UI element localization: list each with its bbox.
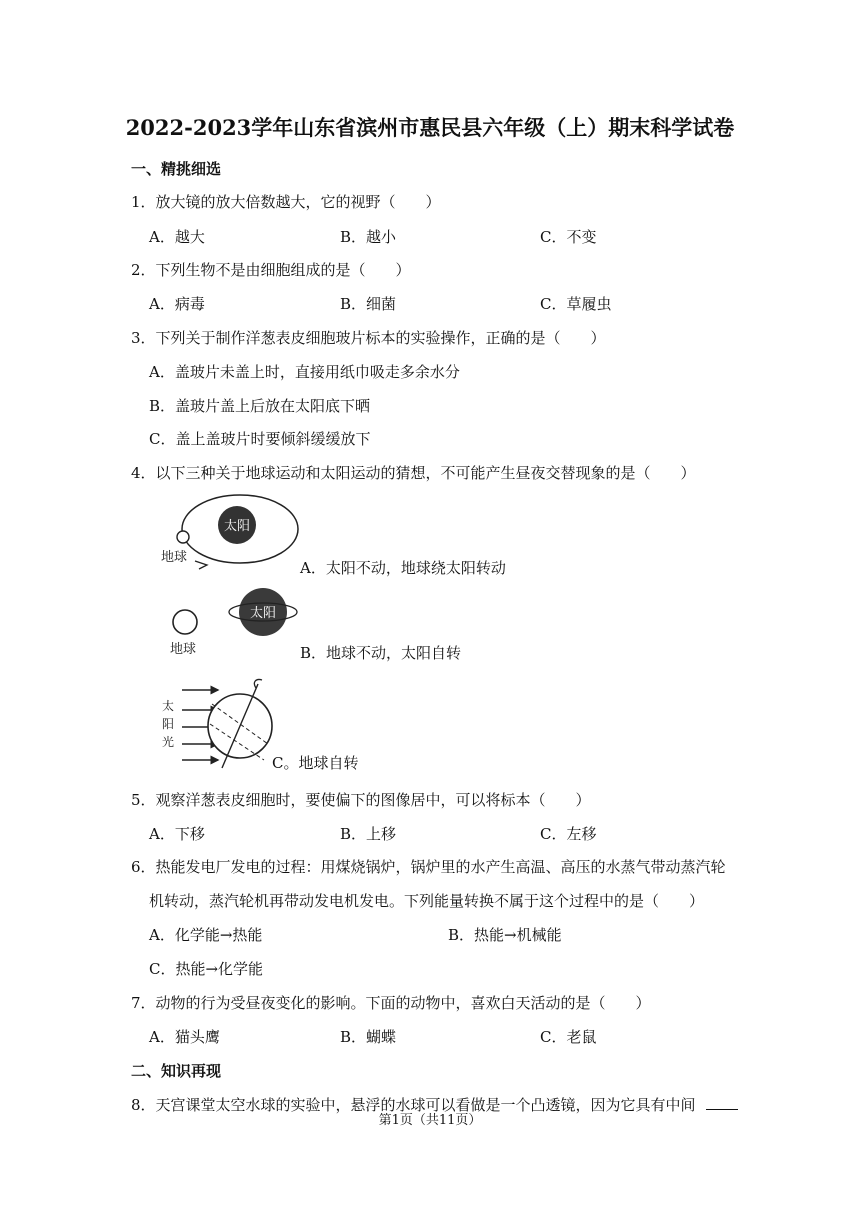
figure-sun-rotation	[160, 580, 310, 660]
question-6-line-2: 机转动，蒸汽轮机再带动发电机发电。下列能量转换不属于这个过程中的是（ ）	[149, 892, 705, 910]
q6-option-a: A．化学能→热能	[149, 926, 263, 944]
question-3: 3．下列关于制作洋葱表皮细胞玻片标本的实验操作，正确的是（ ）	[131, 329, 606, 347]
earth-label: 地球	[170, 642, 197, 657]
sunlight-label-2: 阳	[162, 717, 175, 731]
sun-label: 太阳	[223, 519, 251, 534]
q4-option-c: C。地球自转	[272, 754, 359, 772]
page-title: 2022-2023学年山东省滨州市惠民县六年级（上）期末科学试卷	[125, 115, 735, 140]
q3-option-a: A．盖玻片未盖上时，直接用纸巾吸走多余水分	[149, 363, 460, 381]
earth-icon	[173, 610, 197, 634]
q2-option-a: A．病毒	[149, 295, 205, 313]
q1-option-a: A．越大	[149, 228, 205, 246]
q1-option-c: C．不变	[540, 228, 597, 246]
q7-option-c: C．老鼠	[540, 1028, 597, 1046]
page-footer: 第1页（共11页）	[378, 1113, 482, 1128]
question-4: 4．以下三种关于地球运动和太阳运动的猜想，不可能产生昼夜交替现象的是（ ）	[131, 464, 696, 482]
question-2: 2．下列生物不是由细胞组成的是（ ）	[131, 261, 411, 279]
earth-icon	[177, 531, 189, 543]
earth-label: 地球	[161, 550, 188, 565]
q5-option-a: A．下移	[149, 825, 205, 843]
figure-earth-rotation	[160, 672, 280, 772]
question-8-text: 8．天宫课堂太空水球的实验中，悬浮的水球可以看做是一个凸透镜，因为它具有中间	[131, 1096, 696, 1114]
sun-label: 太阳	[249, 606, 277, 621]
section-heading-2: 二、知识再现	[131, 1062, 222, 1080]
q7-option-b: B．蝴蝶	[340, 1028, 397, 1046]
section-heading-1: 一、精挑细选	[131, 160, 222, 178]
q4-option-b: B．地球不动，太阳自转	[300, 644, 462, 662]
q2-option-b: B．细菌	[340, 295, 397, 313]
sunlight-label-1: 太	[162, 699, 175, 713]
q4-option-a: A．太阳不动，地球绕太阳转动	[300, 559, 506, 577]
q1-option-b: B．越小	[340, 228, 397, 246]
q7-option-a: A．猫头鹰	[149, 1028, 220, 1046]
question-6-line-1: 6．热能发电厂发电的过程：用煤烧锅炉，锅炉里的水产生高温、高压的水蒸气带动蒸汽轮	[131, 858, 726, 876]
q3-option-c: C．盖上盖玻片时要倾斜缓缓放下	[149, 430, 371, 448]
q6-option-b: B．热能→机械能	[448, 926, 562, 944]
q3-option-b: B．盖玻片盖上后放在太阳底下晒	[149, 397, 371, 415]
figure-earth-orbit	[155, 485, 305, 575]
question-1: 1．放大镜的放大倍数越大，它的视野（ ）	[131, 193, 441, 211]
q2-option-c: C．草履虫	[540, 295, 612, 313]
question-5: 5．观察洋葱表皮细胞时，要使偏下的图像居中，可以将标本（ ）	[131, 791, 591, 809]
orbit-arrow-icon	[195, 561, 207, 569]
answer-blank[interactable]	[706, 1095, 738, 1110]
q6-option-c: C．热能→化学能	[149, 960, 264, 978]
sunlight-label-3: 光	[162, 735, 175, 749]
q5-option-c: C．左移	[540, 825, 597, 843]
q5-option-b: B．上移	[340, 825, 397, 843]
question-7: 7．动物的行为受昼夜变化的影响。下面的动物中，喜欢白天活动的是（ ）	[131, 994, 651, 1012]
rotation-arrow-icon	[254, 679, 262, 688]
